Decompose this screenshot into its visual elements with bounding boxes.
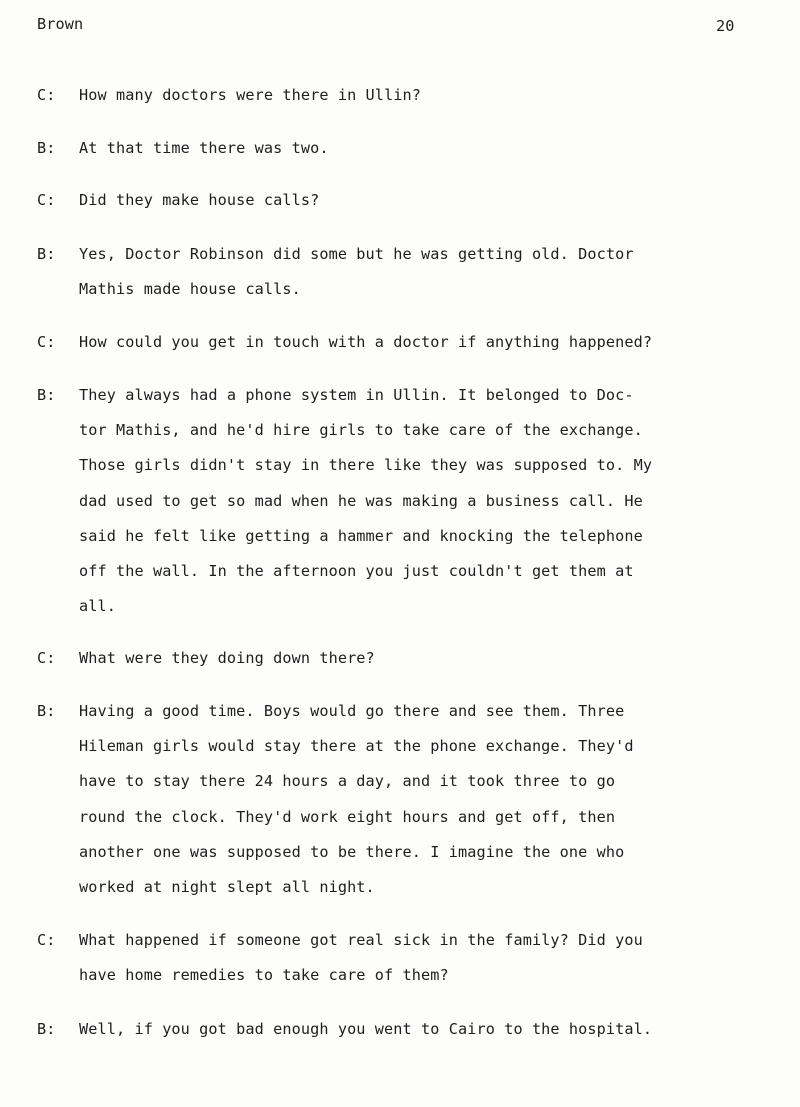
speaker-label: B: bbox=[37, 139, 56, 157]
dialogue-line: Well, if you got bad enough you went to Cairo to the hospital. bbox=[79, 1020, 653, 1038]
dialogue-line: How many doctors were there in Ullin? bbox=[79, 86, 422, 104]
dialogue-line: round the clock. They'd work eight hours and get off, then bbox=[79, 807, 616, 826]
page-number: 20 bbox=[716, 17, 735, 35]
dialogue-line: tor Mathis, and he'd hire girls to take care of the exchange. bbox=[79, 421, 643, 440]
speaker-label: C: bbox=[37, 191, 56, 209]
dialogue-line: dad used to get so mad when he was making a business call. He bbox=[79, 491, 643, 510]
dialogue-line: have to stay there 24 hours a day, and it took three to go bbox=[79, 772, 616, 791]
dialogue-line: all. bbox=[79, 597, 116, 616]
header-name: Brown bbox=[37, 15, 84, 33]
speaker-label: B: bbox=[37, 702, 56, 720]
dialogue-line: Having a good time. Boys would go there and see them. Three bbox=[79, 702, 625, 720]
dialogue-line: They always had a phone system in Ullin. It belonged to Doc- bbox=[79, 386, 634, 404]
dialogue-line: another one was supposed to be there. I imagine the one who bbox=[79, 842, 625, 861]
dialogue-line: have home remedies to take care of them? bbox=[79, 966, 449, 985]
speaker-label: C: bbox=[37, 86, 56, 104]
dialogue-line: said he felt like getting a hammer and knocking the telephone bbox=[79, 526, 643, 545]
dialogue-line: Hileman girls would stay there at the phone exchange. They'd bbox=[79, 737, 634, 756]
dialogue-line: What happened if someone got real sick in the family? Did you bbox=[79, 931, 643, 949]
dialogue-line: Did they make house calls? bbox=[79, 191, 320, 209]
dialogue-line: Those girls didn't stay in there like they was supposed to. My bbox=[79, 456, 653, 475]
dialogue-line: What were they doing down there? bbox=[79, 649, 375, 667]
dialogue-line: off the wall. In the afternoon you just couldn't get them at bbox=[79, 562, 634, 580]
speaker-label: C: bbox=[37, 649, 56, 667]
dialogue-line: worked at night slept all night. bbox=[79, 878, 375, 896]
dialogue-line: At that time there was two. bbox=[79, 139, 329, 157]
dialogue-line: How could you get in touch with a doctor if anything happened? bbox=[79, 333, 653, 351]
speaker-label: B: bbox=[37, 386, 56, 404]
speaker-label: C: bbox=[37, 333, 56, 351]
speaker-label: C: bbox=[37, 931, 56, 949]
dialogue-line: Yes, Doctor Robinson did some but he was getting old. Doctor bbox=[79, 245, 634, 263]
speaker-label: B: bbox=[37, 245, 56, 263]
dialogue-line: Mathis made house calls. bbox=[79, 280, 301, 299]
speaker-label: B: bbox=[37, 1020, 56, 1038]
